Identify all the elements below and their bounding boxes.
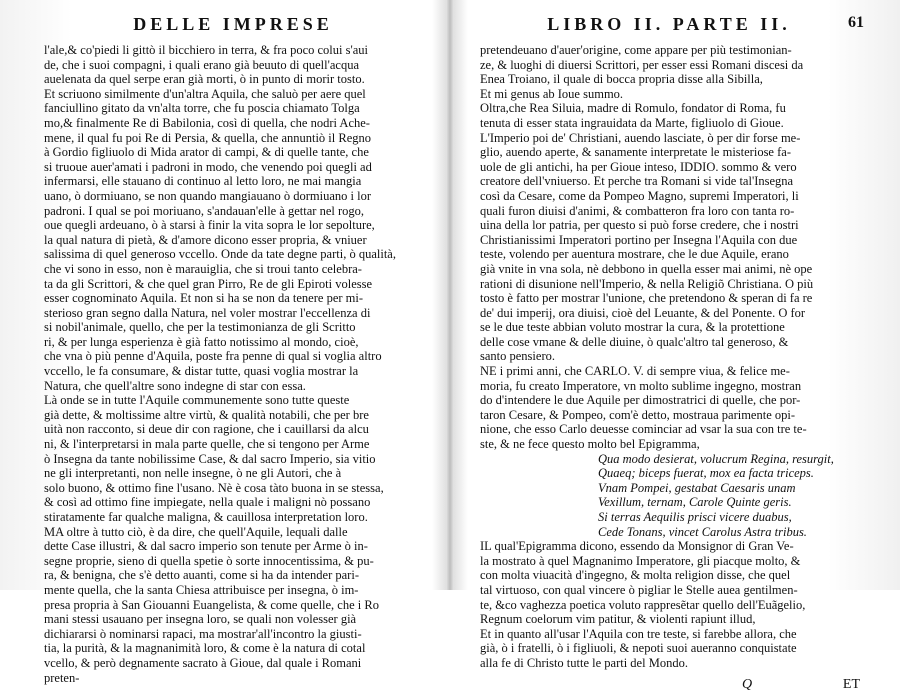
text-line: à Gordio figliuolo di Mida arator di campi, & di quelle tante, che	[44, 145, 369, 160]
text-line: ni, & l'interpretarsi in mala parte quelle, che si tengono per Arme	[44, 437, 370, 452]
text-line: Cede Tonans, vincet Carolus Astra tribus.	[598, 524, 807, 539]
text-line: uità non racconto, si deue dir con ragione, che i cauillarsi da alcu	[44, 422, 369, 437]
text-line: Natura, che quell'altre sono indegne di star con essa.	[44, 378, 306, 393]
text-line: vccello, le fa consumare, & distar tutte, quasi voglia mostrar la	[44, 364, 359, 379]
text-line: tal virtuoso, con qual vincere ò pigliar le Stelle auea gentilmen-	[480, 582, 798, 597]
text-line: Quaeq; biceps fuerat, mox ea facta triceps.	[598, 466, 814, 481]
text-line: tia, la purità, & la magnanimità loro, & come è la natura di cotal	[44, 641, 366, 656]
text-line: IL qual'Epigramma dicono, essendo da Monsignor di Gran Ve-	[480, 539, 794, 554]
left-page	[44, 14, 422, 685]
text-line: alla fe di Christo tutte le parti del Mondo.	[480, 655, 688, 670]
text-line: che vi sono in esso, non è marauiglia, che si troui tanto celebra-	[44, 261, 362, 276]
text-line: Enea Troiano, il quale di bocca propria disse alla Sibilla,	[480, 72, 763, 87]
text-line: uano, ò dormiuano, se non quando mangiauano ò dormiuano i lor	[44, 188, 372, 203]
text-line: si nobil'animale, quello, che per la testimonianza de gli Scritto	[44, 320, 356, 335]
text-line: nione, che esso Carlo deuesse cominciar ad vsar la sua con tre te-	[480, 422, 807, 437]
text-line: uina della lor patria, per questo si può forse credere, che i nostri	[480, 218, 799, 233]
text-line: già dette, & moltissime altre virtù, & qualità notabili, che per bre	[44, 407, 369, 422]
text-line: Là onde se in tutte l'Aquile communemente sono tutte queste	[44, 393, 350, 408]
text-line: Qua modo desierat, volucrum Regina, resurgit,	[598, 451, 834, 466]
text-line: ze, & luoghi di diuersi Scrittori, per esser essi Romani discesi da	[480, 57, 804, 72]
text-line: ra, & benigna, che s'è detto auanti, come si ha da intender pari-	[44, 568, 359, 583]
text-line: ò Insegna da tante nobilissime Case, & dal sacro Imperio, sia vitio	[44, 451, 376, 466]
text-line: infermarsi, elle stauano di continuo al letto loro, ne mai mangia	[44, 174, 362, 189]
text-line: ri, & per lunga esperienza è già fatto notissimo al mondo, cioè,	[44, 334, 359, 349]
text-line: si truoue auer'amati i padroni in modo, che venendo poi quegli ad	[44, 159, 372, 174]
text-line: esser cognominato Aquila. Et non si ha se non da tenere per mi-	[44, 291, 364, 306]
text-line: sterioso gran segno dalla Natura, nel voler mostrar l'eccellenza di	[44, 305, 371, 320]
text-line: Et mi genus ab Ioue summo.	[480, 86, 624, 101]
text-line: taron Cesare, & Pompeo, com'è detto, mostraua parimente opi-	[480, 407, 796, 422]
text-line: segne proprie, sieno di quella spetie ò sorte innocentissima, & pu-	[44, 553, 374, 568]
text-line: moria, fu creato Imperatore, vn molto sublime ingegno, mostran	[480, 378, 802, 393]
epigram	[480, 452, 858, 540]
text-line: auelenata da quel serpe eran già morti, ò in punto di morir tosto.	[44, 72, 365, 87]
text-line: do d'intendere le due Aquile per dimostratrici di quelle, che por-	[480, 393, 801, 408]
text-line: con molta viuacità d'ingegno, & molta religion disse, che quel	[480, 568, 791, 583]
text-line: dichiararsi ò nominarsi rapaci, ma mostrar'all'incontro la giusti-	[44, 626, 362, 641]
text-line: solo buono, & ottimo fine l'usano. Nè è cosa tàto buona in se stessa,	[44, 480, 384, 495]
text-line: dette Case illustri, & dal sacro imperio son tenute per Arme ò in-	[44, 539, 368, 554]
text-line: vcello, & però degnamente sacrato à Gioue, dal quale i Romani	[44, 655, 362, 670]
text-line: mani stessi usauano per insegna loro, se quali non volesser già	[44, 612, 357, 627]
text-line: Vnam Pompei, gestabat Caesaris unam	[598, 480, 796, 495]
text-line: così da Cesare, come da Pompeo Magno, supremi Imperatori, li	[480, 188, 799, 203]
page-number: 61	[848, 14, 864, 31]
text-line: già vnite in vna sola, nè debbono in quella esser mai animi, nè ope	[480, 261, 813, 276]
text-line: uole de gli antichi, ha per Gioue inteso, IDDIO. sommo & vero	[480, 159, 797, 174]
text-line: già, ò i fratelli, ò i figliuoli, & nepoti suoi aueranno conquistate	[480, 641, 797, 656]
signature-mark: Q	[742, 676, 753, 692]
text-line: tosto è fatto per mostrar l'unione, che pretendono & speran di fa re	[480, 291, 813, 306]
text-line: ne gli interpretanti, non nelle insegne, ò ne gli Autori, che à	[44, 466, 342, 481]
text-line: mene, il qual fu poi Re di Persia, & quella, che annuntiò il Regno	[44, 130, 372, 145]
text-line: teste, volendo per auentura mostrare, che le due Aquile, erano	[480, 247, 789, 262]
text-line: delle cose vmane & delle diuine, ò qualc'altro tal generoso, &	[480, 334, 789, 349]
text-line: quali furon diuisi d'animi, & combatteron fra loro con tanta ro-	[480, 203, 795, 218]
text-line: se le due teste abbian voluto mostrar la cura, & la protettione	[480, 320, 785, 335]
text-line: che vna ò più penne d'Aquila, poste fra penne di qual si voglia altro	[44, 349, 382, 364]
text-line: Regnum coelorum vim patitur, & violenti rapiunt illud,	[480, 612, 756, 627]
text-line: MA oltre à tutto ciò, è da dire, che quell'Aquile, lequali dalle	[44, 524, 348, 539]
text-line: de' dui imperij, ora diuisi, cioè del Leuante, & del Ponente. O for	[480, 305, 806, 320]
text-line: Vexillum, ternam, Carole Quinte geris.	[598, 495, 792, 510]
text-line: presa propria à San Giouanni Euangelista, & come quelle, che i Ro	[44, 597, 379, 612]
page-footer	[480, 677, 858, 695]
catchword: ET	[842, 676, 860, 692]
left-page-text	[44, 43, 422, 685]
text-line: l'ale,& co'piedi li gittò il bicchiero in terra, & fra poco colui s'aui	[44, 43, 369, 57]
text-line: la mostrato à quel Magnanimo Imperatore, gli piacque molto, &	[480, 553, 801, 568]
right-page-text-after	[480, 539, 858, 670]
text-line: la qual natura di pietà, & d'amore dicono esser propria, & vniuer	[44, 232, 367, 247]
text-line: mente quella, che la santa Chiesa attribuisce per insegna, ò im-	[44, 582, 359, 597]
text-line: Et scriuono similmente d'un'altra Aquila, che saluò per aere quel	[44, 86, 366, 101]
text-line: te, &co vaghezza poetica voluto rappresẽtar quello dell'Euãgelio,	[480, 597, 806, 612]
right-header-title: LIBRO II. PARTE II.	[547, 14, 791, 34]
text-line: glio, auendo aperte, & sanamente interpretate le misteriose fa-	[480, 145, 791, 160]
text-line: salissima di quel generoso vccello. Onde da tate degne parti, ò qualità,	[44, 247, 396, 262]
text-line: de, che i suoi compagni, i quali erano già beuuto di quell'acqua	[44, 57, 360, 72]
text-line: NE i primi anni, che CARLO. V. di sempre viua, & felice me-	[480, 364, 790, 379]
text-line: Si terras Aequilis prisci vicere duabus,	[598, 510, 792, 524]
text-line: tenuta di esser stata ingrauidata da Marte, figliuolo di Gioue.	[480, 115, 784, 130]
text-line: L'Imperio poi de' Christiani, auendo lasciate, ò per dir forse me-	[480, 130, 801, 145]
left-page-header: DELLE IMPRESE	[133, 14, 333, 34]
text-line: creatore dell'vniuerso. Et perche tra Romani si vide tal'Insegna	[480, 174, 794, 189]
right-page-text	[480, 43, 858, 452]
text-line: Oltra,che Rea Siluia, madre di Romulo, fondator di Roma, fu	[480, 101, 786, 116]
book-gutter	[446, 0, 454, 590]
text-line: rationi di disunione nell'Imperio, & nella Religiõ Christiana. O più	[480, 276, 814, 291]
text-line: mo,& finalmente Re di Babilonia, così di quella, che nodri Ache-	[44, 115, 370, 130]
text-line: ste, & ne fece questo molto bel Epigramma,	[480, 437, 700, 452]
text-line: preten-	[44, 670, 80, 685]
text-line: Christianissimi Imperatori portino per Insegna l'Aquila con due	[480, 232, 798, 247]
right-page	[480, 14, 864, 695]
text-line: fanciullino gitato da vn'alta torre, che fu poscia chiamato Tolga	[44, 101, 360, 116]
text-line: padroni. I qual se poi moriuano, s'andauan'elle à gettar nel rogo,	[44, 203, 365, 218]
right-page-header	[480, 14, 864, 35]
text-line: santo pensiero.	[480, 349, 555, 364]
text-line: pretendeuano d'auer'origine, come appare per più testimonian-	[480, 43, 792, 57]
text-line: ta da gli Scrittori, & che quel gran Pirro, Re de gli Epiroti volesse	[44, 276, 373, 291]
text-line: Et in quanto all'usar l'Aquila con tre teste, si farebbe allora, che	[480, 626, 797, 641]
text-line: oue quegli ardeuano, ò à starsi à finir la vita sopra le lor sepolture,	[44, 218, 375, 233]
text-line: & così ad ottimo fine impiegate, nella quale i maligni nò possano	[44, 495, 371, 510]
text-line: stiratamente far qualche maligna, & cauillosa interpretation loro.	[44, 510, 368, 524]
